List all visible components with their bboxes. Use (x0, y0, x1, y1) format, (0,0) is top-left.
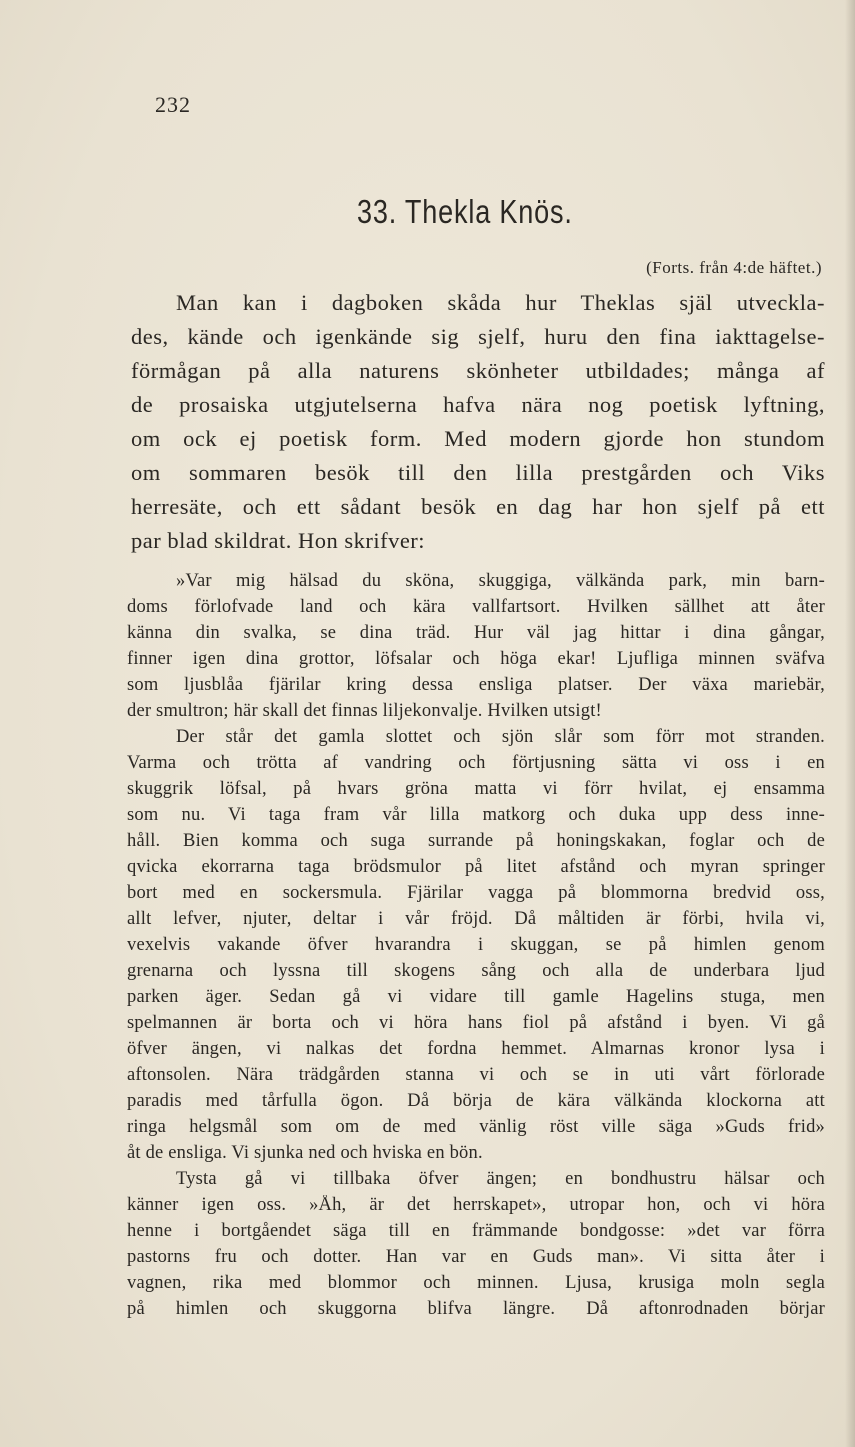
quote-line: skuggrik löfsal, på hvars gröna matta vi förr hvilat, ej ensamma (127, 779, 825, 799)
quote-line: aftonsolen. Nära trädgården stanna vi och se in uti vårt förlorade (127, 1065, 825, 1085)
quote-line: »Var mig hälsad du sköna, skuggiga, välkända park, min barn- (176, 571, 825, 591)
intro-line: förmågan på alla naturens skönheter utbildades; många af (131, 358, 825, 383)
quote-line: bort med en sockersmula. Fjärilar vagga på blommorna bredvid oss, (127, 883, 825, 903)
intro-line: om sommaren besök till den lilla prestgården och Viks (131, 460, 825, 485)
intro-line: des, kände och igenkände sig sjelf, huru den fina iakttagelse- (131, 324, 825, 349)
page-number: 232 (155, 92, 191, 117)
intro-line: herresäte, och ett sådant besök en dag har hon sjelf på ett (131, 494, 825, 519)
chapter-title: 33. Thekla Knös. (357, 193, 573, 230)
intro-line: par blad skildrat. Hon skrifver: (131, 528, 426, 553)
quote-line: Varma och trötta af vandring och förtjusning sätta vi oss i en (127, 753, 825, 773)
quote-line: der smultron; här skall det finnas liljekonvalje. Hvilken utsigt! (127, 701, 602, 721)
quote-line: som ljusblåa fjärilar kring dessa ensliga platser. Der växa mariebär, (127, 675, 825, 695)
quote-line: vexelvis vakande öfver hvarandra i skuggan, se på himlen genom (127, 935, 825, 955)
quote-line: ringa helgsmål som om de med vänlig röst ville säga »Guds frid» (127, 1117, 825, 1137)
quote-line: känna din svalka, se dina träd. Hur väl jag hittar i dina gångar, (127, 623, 825, 643)
quote-line: spelmannen är borta och vi höra hans fiol på afstånd i byen. Vi gå (127, 1013, 825, 1033)
intro-line: om ock ej poetisk form. Med modern gjorde hon stundom (131, 426, 825, 451)
quote-line: Der står det gamla slottet och sjön slår som förr mot stranden. (176, 727, 825, 747)
quote-line: åt de ensliga. Vi sjunka ned och hviska en bön. (127, 1143, 483, 1163)
quote-line: paradis med tårfulla ögon. Då börja de kära välkända klockorna att (127, 1091, 825, 1111)
intro-line: de prosaiska utgjutelserna hafva nära nog poetisk lyftning, (131, 392, 825, 417)
quote-line: finner igen dina grottor, löfsalar och höga ekar! Ljufliga minnen sväfva (127, 649, 825, 669)
continuation-note: (Forts. från 4:de häftet.) (646, 258, 822, 277)
quote-line: parken äger. Sedan gå vi vidare till gamle Hagelins stuga, men (127, 987, 825, 1007)
quote-line: henne i bortgåendet säga till en främmande bondgosse: »det var förra (127, 1221, 825, 1241)
quote-line: håll. Bien komma och suga surrande på honingskakan, foglar och de (127, 831, 825, 851)
quote-line: doms förlofvade land och kära vallfartsort. Hvilken sällhet att åter (127, 597, 825, 617)
quote-line: vagnen, rika med blommor och minnen. Ljusa, krusiga moln segla (127, 1273, 825, 1293)
intro-line: Man kan i dagboken skåda hur Theklas själ utveckla- (176, 290, 825, 315)
quote-line: grenarna och lyssna till skogens sång och alla de underbara ljud (127, 961, 825, 981)
quote-line: allt lefver, njuter, deltar i vår fröjd. Då måltiden är förbi, hvila vi, (127, 909, 825, 929)
quote-line: känner igen oss. »Åh, är det herrskapet», utropar hon, och vi höra (127, 1195, 825, 1215)
quote-line: på himlen och skuggorna blifva längre. Då aftonrodnaden börjar (127, 1299, 825, 1319)
quote-line: qvicka ekorrarna taga brödsmulor på litet afstånd och myran springer (127, 857, 825, 877)
quote-line: Tysta gå vi tillbaka öfver ängen; en bondhustru hälsar och (176, 1169, 825, 1189)
quote-line: som nu. Vi taga fram vår lilla matkorg och duka upp dess inne- (127, 805, 825, 825)
quote-line: pastorns fru och dotter. Han var en Guds man». Vi sitta åter i (127, 1247, 825, 1267)
page-edge-shadow (845, 0, 855, 1447)
quote-line: öfver ängen, vi nalkas det fordna hemmet. Almarnas kronor lysa i (127, 1039, 825, 1059)
